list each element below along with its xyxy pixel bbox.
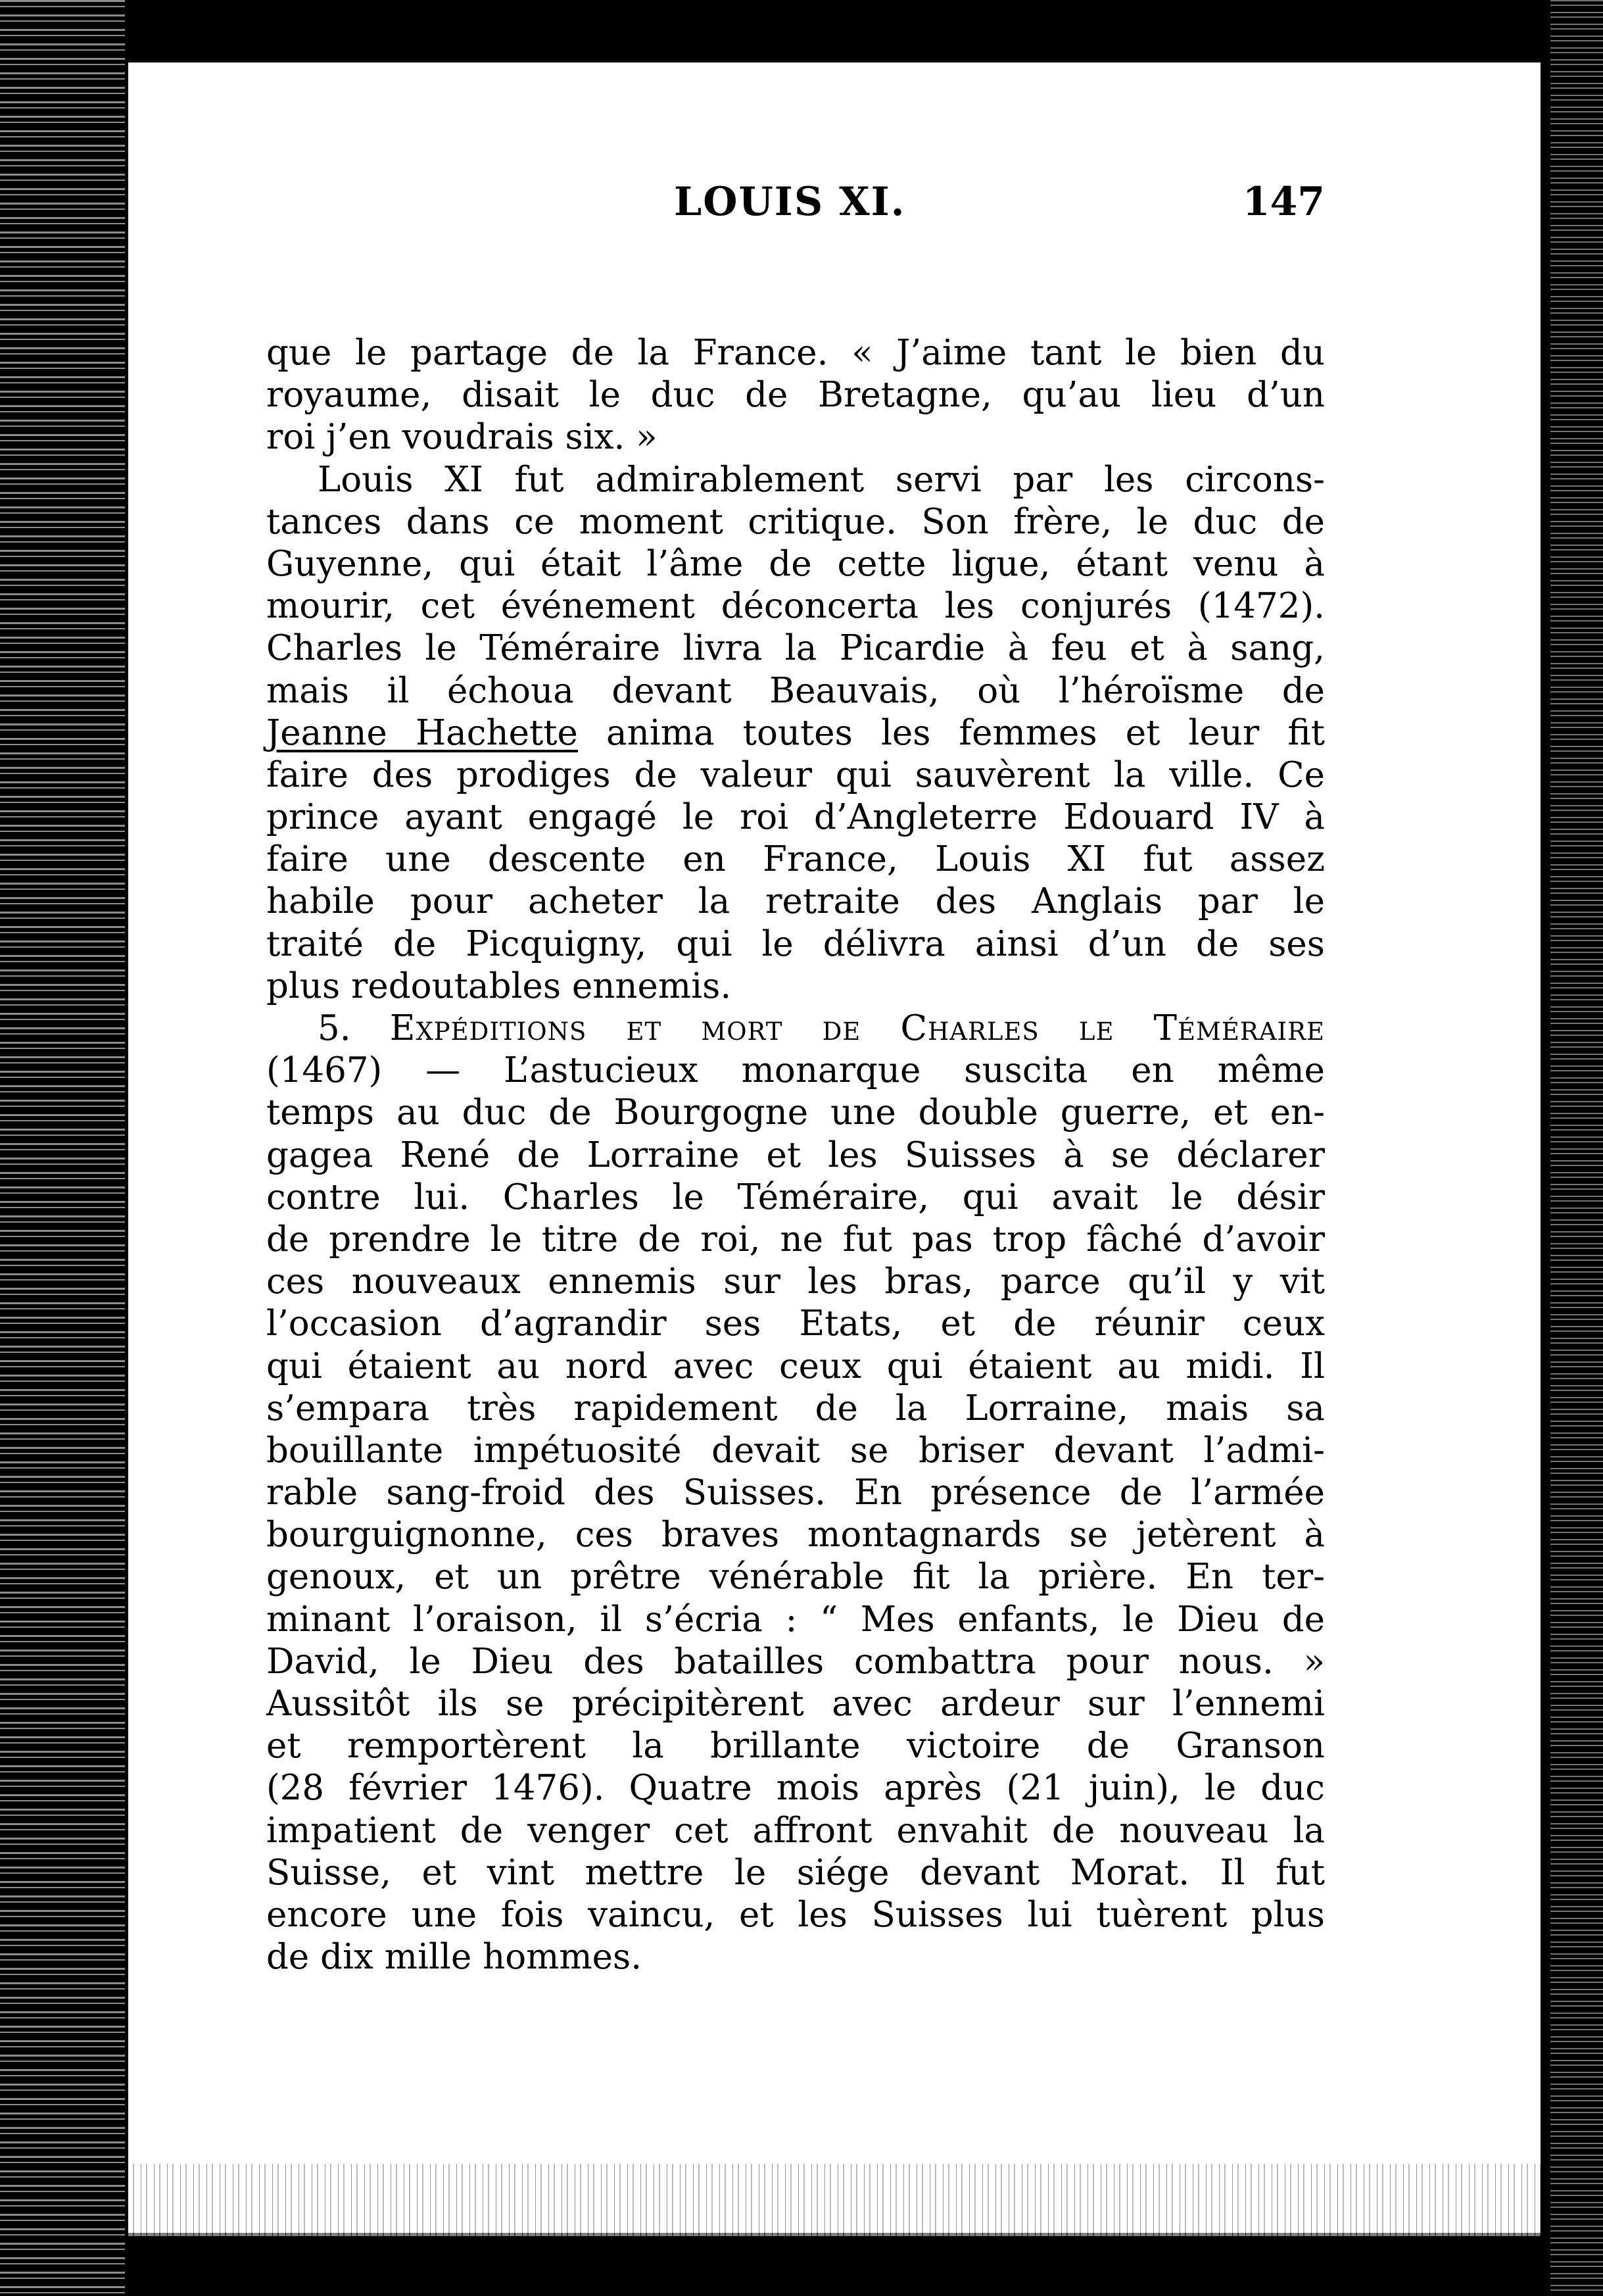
text-line: bourguignonne, ces braves montagnards se jetèrent à bbox=[266, 1515, 1325, 1555]
text-line: encore une fois vaincu, et les Suisses lui tuèrent plus bbox=[266, 1894, 1325, 1935]
text-line: bouillante impétuosité devait se briser devant l’admi- bbox=[266, 1430, 1325, 1471]
text-line: qui étaient au nord avec ceux qui étaient au midi. Il bbox=[266, 1346, 1325, 1386]
text-line: temps au duc de Bourgogne une double guerre, et en- bbox=[266, 1092, 1325, 1133]
text-line: gagea René de Lorraine et les Suisses à se déclarer bbox=[266, 1135, 1325, 1175]
running-title: LOUIS XI. bbox=[674, 179, 906, 225]
text-line: que le partage de la France. « J’aime tant le bien du bbox=[266, 333, 1325, 373]
bottom-scan-noise bbox=[128, 2164, 1541, 2236]
text-line: contre lui. Charles le Téméraire, qui avait le désir bbox=[266, 1177, 1325, 1217]
text-line: Charles le Téméraire livra la Picardie à feu et à sang, bbox=[266, 628, 1325, 669]
left-scan-noise bbox=[0, 0, 125, 2296]
text-line: de dix mille hommes. bbox=[266, 1937, 642, 1978]
text-line: tances dans ce moment critique. Son frère, le duc de bbox=[266, 501, 1325, 542]
text-line: prince ayant engagé le roi d’Angleterre Edouard IV à bbox=[266, 797, 1325, 838]
text-line: traité de Picquigny, qui le délivra ainsi d’un de ses bbox=[266, 923, 1325, 964]
text-line: rable sang-froid des Suisses. En présence de l’armée bbox=[266, 1473, 1325, 1513]
text-line: Suisse, et vint mettre le siége devant Morat. Il fut bbox=[266, 1852, 1325, 1893]
text-line: habile pour acheter la retraite des Anglais par le bbox=[266, 881, 1325, 922]
text-line: plus redoutables ennemis. bbox=[266, 965, 732, 1006]
text-line: ces nouveaux ennemis sur les bras, parce qu’il y vit bbox=[266, 1261, 1325, 1302]
text-line: (28 février 1476). Quatre mois après (21 juin), le duc bbox=[266, 1768, 1325, 1809]
text-line: et remportèrent la brillante victoire de Granson bbox=[266, 1726, 1325, 1767]
section-heading-line bbox=[266, 1008, 1325, 1050]
text-line: mais il échoua devant Beauvais, où l’héroïsme de bbox=[266, 670, 1325, 711]
page-header bbox=[266, 179, 1325, 245]
line-rest: anima toutes les femmes et leur fit bbox=[606, 712, 1326, 753]
text-line: faire des prodiges de valeur qui sauvèrent la ville. Ce bbox=[266, 754, 1325, 795]
text-line: Aussitôt ils se précipitèrent avec ardeur sur l’ennemi bbox=[266, 1684, 1325, 1724]
text-line: royaume, disait le duc de Bretagne, qu’au lieu d’un bbox=[266, 375, 1325, 416]
text-line bbox=[266, 712, 1325, 754]
text-line: de prendre le titre de roi, ne fut pas trop fâché d’avoir bbox=[266, 1219, 1325, 1259]
section-heading: Expéditions et mort de Charles le Téméraire bbox=[389, 1008, 1325, 1048]
text-line: s’empara très rapidement de la Lorraine, mais sa bbox=[266, 1388, 1325, 1429]
text-line: Guyenne, qui était l’âme de cette ligue, étant venu à bbox=[266, 543, 1325, 584]
right-scan-noise bbox=[1550, 0, 1603, 2296]
text-line: impatient de venger cet affront envahit de nouveau la bbox=[266, 1810, 1325, 1851]
section-number: 5. bbox=[318, 1008, 351, 1048]
text-line: Louis XI fut admirablement servi par les circons- bbox=[318, 459, 1325, 500]
text-line: roi j’en voudrais six. » bbox=[266, 417, 658, 458]
text-line: genoux, et un prêtre vénérable fit la prière. En ter- bbox=[266, 1557, 1325, 1598]
text-line: (1467) — L’astucieux monarque suscita en même bbox=[266, 1050, 1325, 1091]
body-text bbox=[266, 332, 1325, 1978]
text-line: David, le Dieu des batailles combattra pour nous. » bbox=[266, 1641, 1325, 1682]
text-line: l’occasion d’agrandir ses Etats, et de réunir ceux bbox=[266, 1304, 1325, 1344]
text-line: mourir, cet événement déconcerta les conjurés (1472). bbox=[266, 586, 1325, 627]
text-line: minant l’oraison, il s’écria : “ Mes enfants, le Dieu de bbox=[266, 1599, 1325, 1640]
page-number: 147 bbox=[1242, 179, 1325, 225]
text-line: faire une descente en France, Louis XI fut assez bbox=[266, 839, 1325, 880]
underlined-name: Jeanne Hachette bbox=[266, 712, 578, 753]
